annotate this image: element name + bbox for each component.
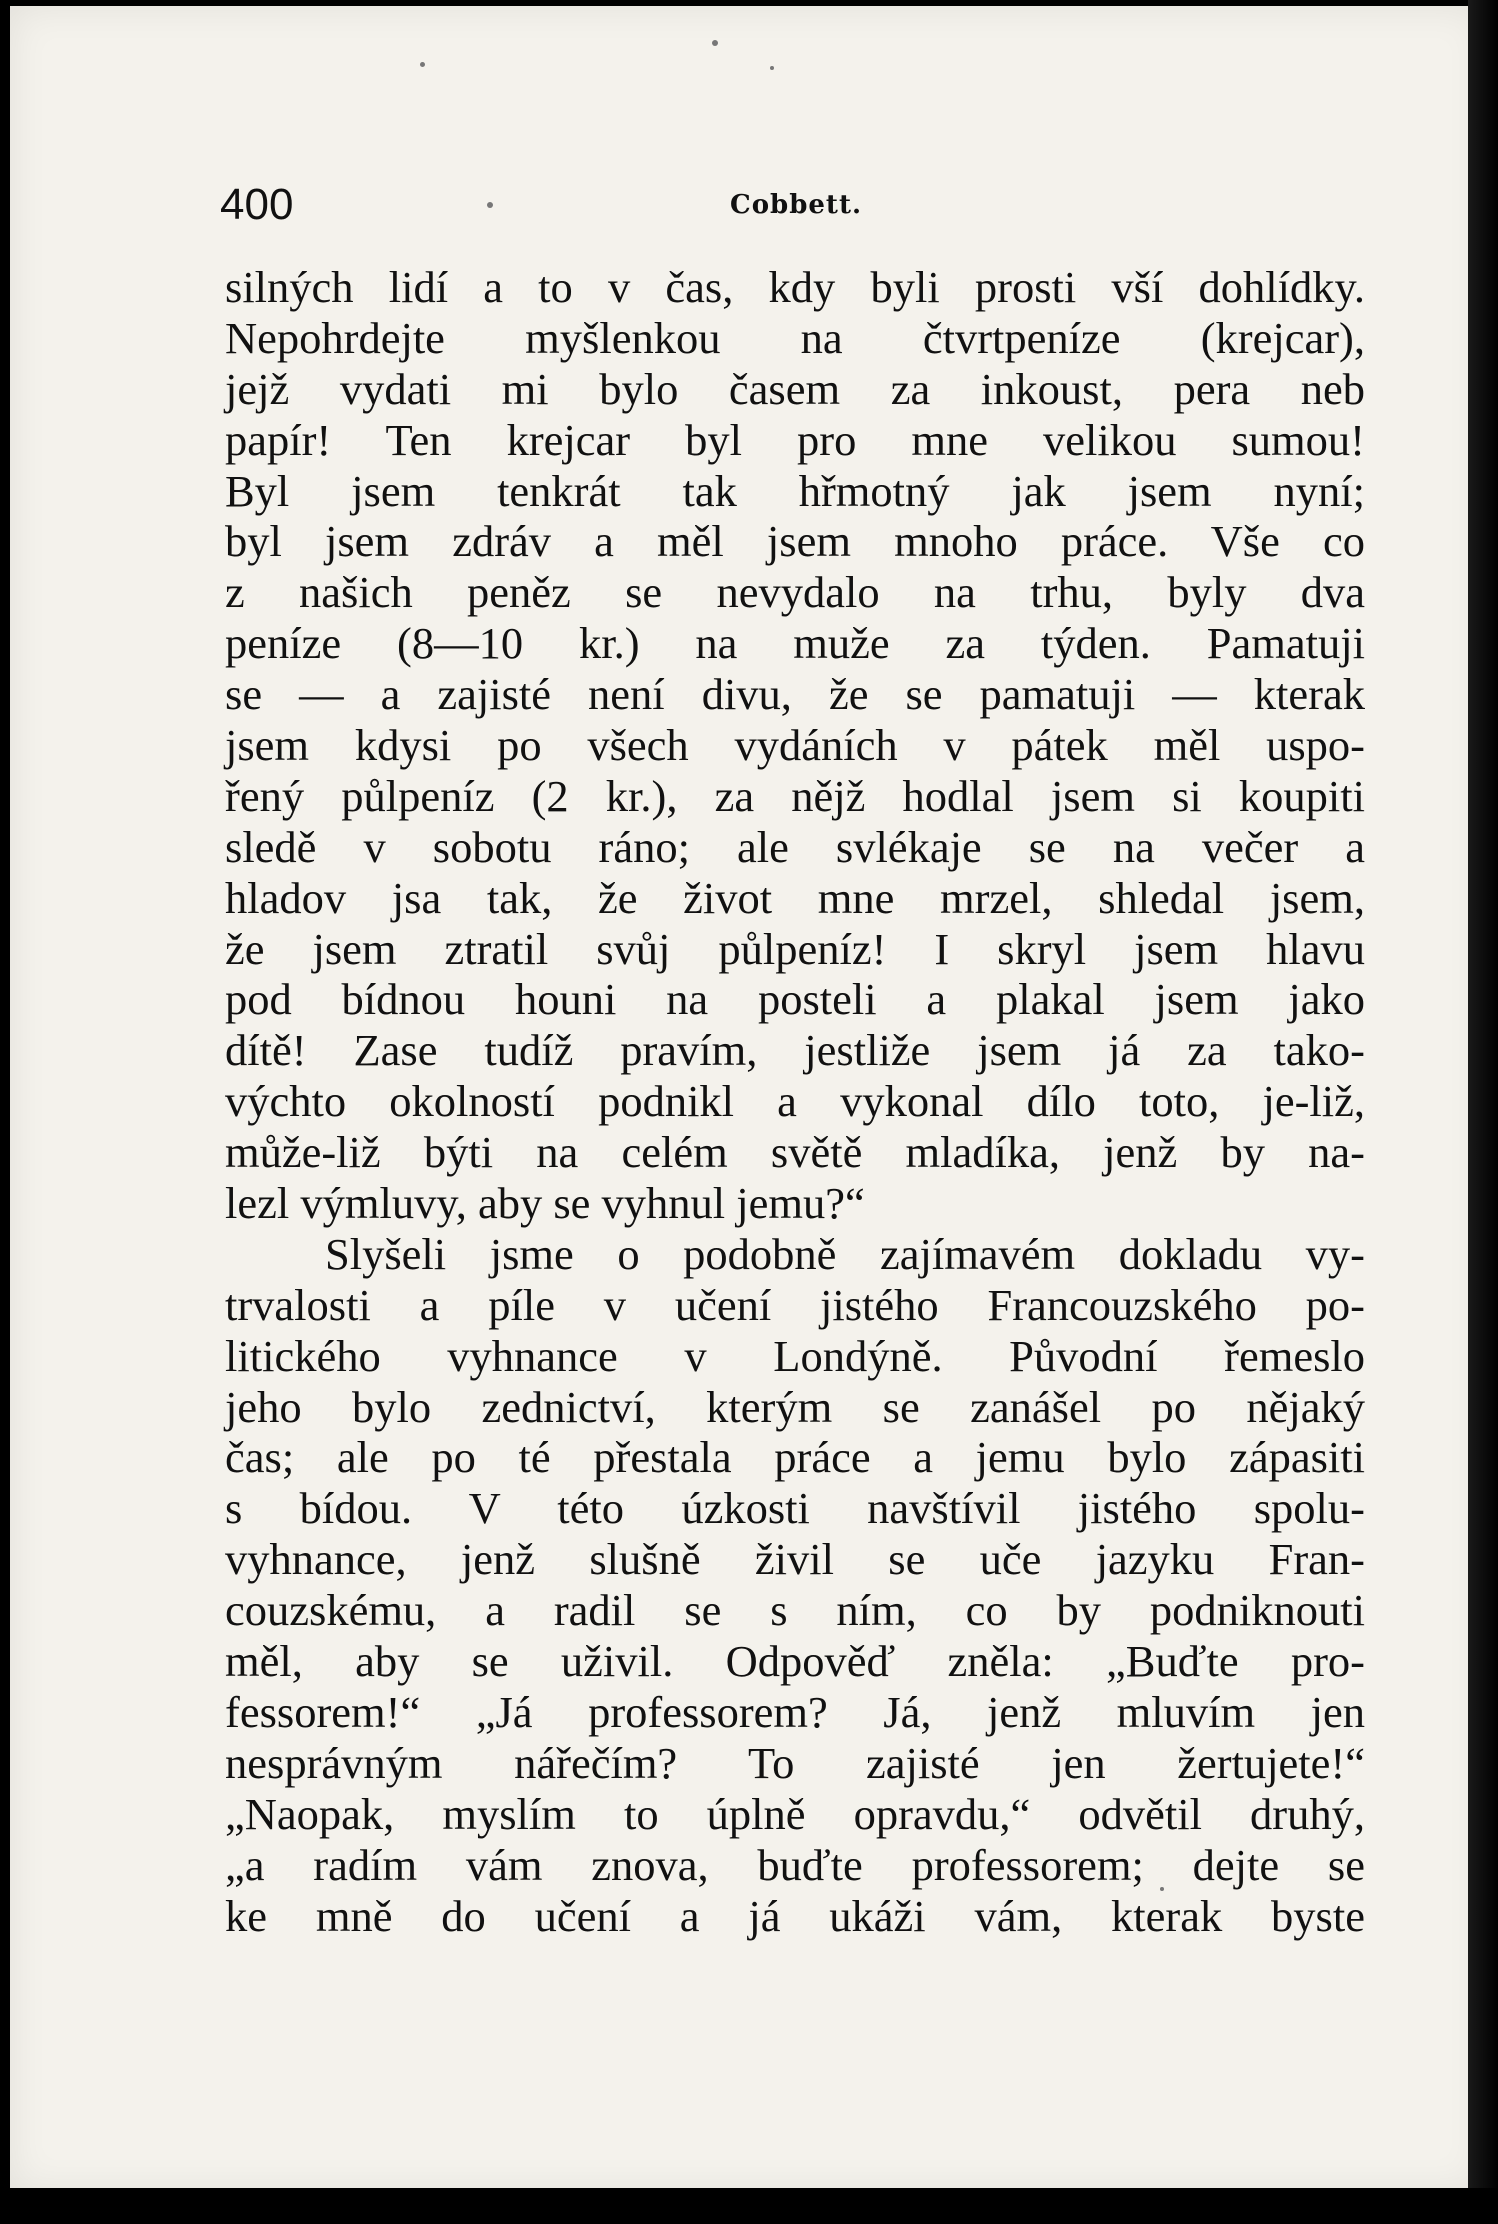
paragraph-start-line: Slyšeli jsme o podobně zajímavém dokladu vy- [325, 1228, 1365, 1279]
text-line: jeho bylo zednictví, kterým se zanášel po nějaký [225, 1381, 1365, 1432]
text-line: pod bídnou houni na posteli a plakal jsem jako [225, 974, 1365, 1025]
paper-speck [420, 62, 425, 67]
paragraph-end-line: lezl výmluvy, aby se vyhnul jemu?“ [225, 1178, 865, 1229]
text-line: Byl jsem tenkrát tak hřmotný jak jsem nyní; [225, 465, 1365, 516]
text-line: silných lidí a to v čas, kdy byli prosti vší dohlídky. [225, 262, 1365, 312]
text-line: „a radím vám znova, buďte professorem; dejte se [225, 1839, 1365, 1890]
text-line: že jsem ztratil svůj půlpeníz! I skryl jsem hlavu [225, 923, 1365, 974]
text-line: s bídou. V této úzkosti navštívil jistého spolu- [225, 1483, 1365, 1534]
running-head: Cobbett. [730, 190, 863, 220]
text-line: „Naopak, myslím to úplně opravdu,“ odvětil druhý, [225, 1788, 1365, 1839]
text-line: peníze (8—10 kr.) na muže za týden. Pamatuji [225, 618, 1365, 669]
text-line: jsem kdysi po všech vydáních v pátek měl uspo- [225, 720, 1365, 771]
page-bottom-shadow [0, 2188, 1498, 2224]
text-line: papír! Ten krejcar byl pro mne velikou sumou! [225, 414, 1365, 465]
paper-speck [770, 66, 774, 70]
text-line: čas; ale po té přestala práce a jemu bylo zápasiti [225, 1432, 1365, 1483]
page-edge-shadow [1468, 0, 1498, 2224]
page-number: 400 [220, 180, 294, 229]
text-line: fessorem!“ „Já professorem? Já, jenž mluvím jen [225, 1686, 1365, 1737]
page-header [0, 170, 1498, 230]
text-line: hladov jsa tak, že život mne mrzel, shledal jsem, [225, 872, 1365, 923]
text-line: byl jsem zdráv a měl jsem mnoho práce. Vše co [225, 516, 1365, 567]
text-line: trvalosti a píle v učení jistého Francouzského po- [225, 1279, 1365, 1330]
text-line: jejž vydati mi bylo časem za inkoust, pera neb [225, 363, 1365, 414]
text-line: Nepohrdejte myšlenkou na čtvrtpeníze (krejcar), [225, 312, 1365, 363]
text-line: litického vyhnance v Londýně. Původní řemeslo [225, 1330, 1365, 1381]
text-line: nesprávným nářečím? To zajisté jen žertujete!“ [225, 1737, 1365, 1788]
text-line: výchto okolností podnikl a vykonal dílo toto, je-liž, [225, 1076, 1365, 1127]
text-line: vyhnance, jenž slušně živil se uče jazyku Fran- [225, 1534, 1365, 1585]
text-line: ke mně do učení a já ukáži vám, kterak byste [225, 1890, 1365, 1941]
body-text [225, 262, 1365, 1941]
text-line: couzskému, a radil se s ním, co by podniknouti [225, 1585, 1365, 1636]
text-line: z našich peněz se nevydalo na trhu, byly dva [225, 567, 1365, 618]
text-line: měl, aby se uživil. Odpověď zněla: „Buďte pro- [225, 1636, 1365, 1687]
paper-speck [712, 40, 718, 46]
text-line: řený půlpeníz (2 kr.), za nějž hodlal jsem si koupiti [225, 770, 1365, 821]
text-line: může-liž býti na celém světě mladíka, jenž by na- [225, 1127, 1365, 1178]
text-line: sledě v sobotu ráno; ale svlékaje se na večer a [225, 821, 1365, 872]
text-line: se — a zajisté není divu, že se pamatuji — kterak [225, 669, 1365, 720]
text-line: dítě! Zase tudíž pravím, jestliže jsem já za tako- [225, 1025, 1365, 1076]
